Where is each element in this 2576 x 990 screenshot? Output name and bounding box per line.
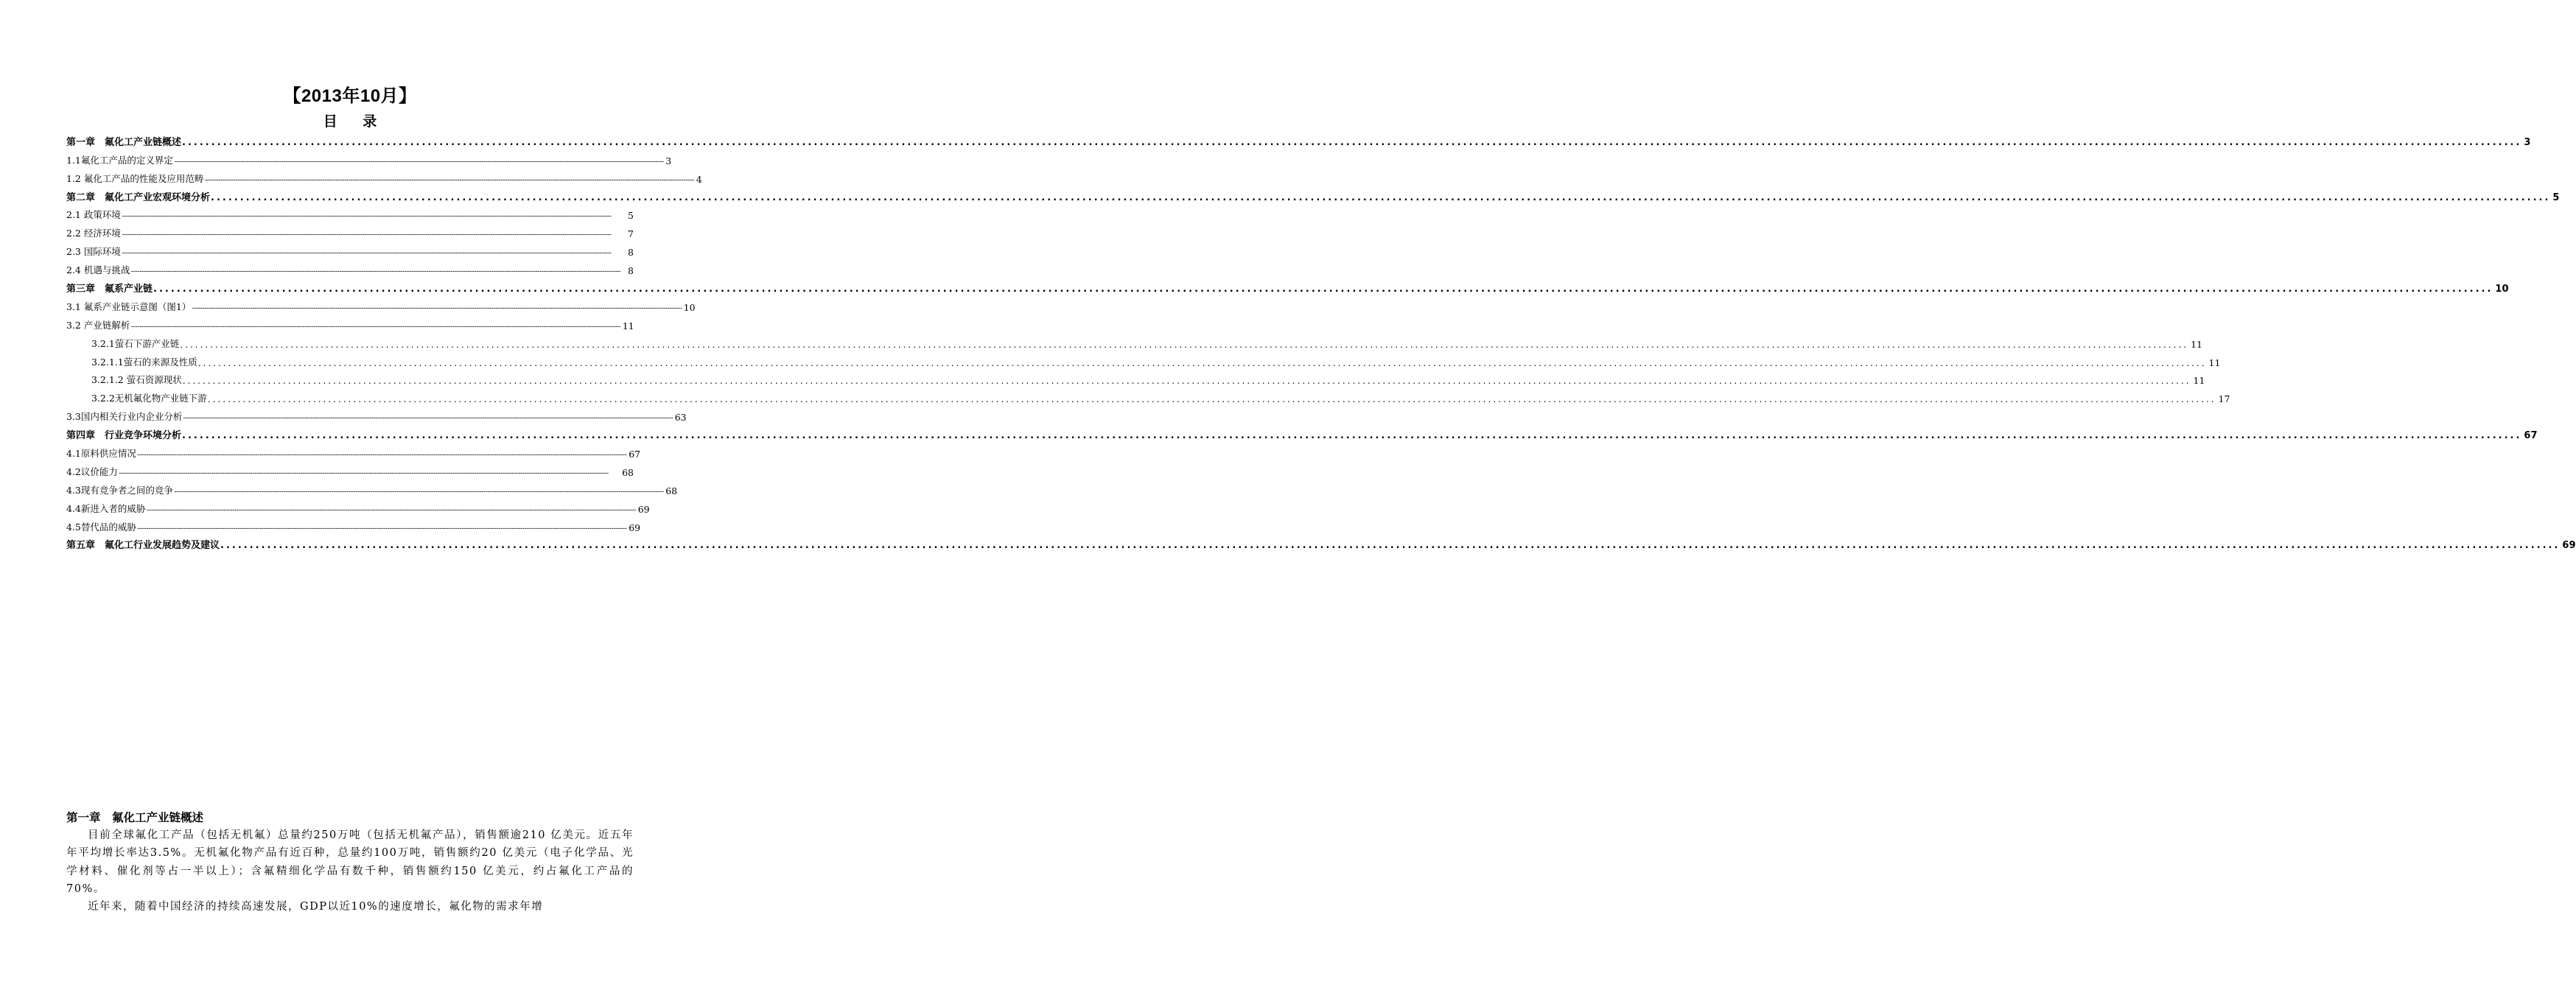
- toc-entry-page: 10: [2495, 284, 2509, 295]
- toc-dot-leader: ................................................................................................................................................................................................................................................................................................................................................................................................................: [211, 192, 2551, 203]
- toc-dot-leader: ................................................................................................................................................................................................................................................................................................................................................................................................................: [182, 136, 2522, 148]
- toc-entry-page: 10: [683, 301, 696, 313]
- date-title: 【2013年10月】: [283, 86, 417, 106]
- toc-entry-page: 7: [628, 228, 634, 240]
- toc-entry-title: 第五章 氟化工行业发展趋势及建议: [66, 540, 220, 552]
- toc-entry-page: 68: [622, 466, 634, 478]
- toc-entry-title: 2.2 经济环境: [66, 228, 121, 239]
- chapter-heading: 第一章 氟化工产业链概述: [66, 811, 204, 824]
- toc-entry-page: 68: [665, 485, 678, 496]
- toc-dot-leader: ................................................................................................................................................................................................................................................................................................................................................................................................................: [136, 450, 627, 458]
- toc-entry-title: 第一章 氟化工产业链概述: [66, 136, 182, 148]
- toc-dot-leader: ................................................................................................................................................................................................................................................................................................................................................................................................................: [121, 248, 612, 256]
- toc-entry-title: 4.5替代品的威胁: [66, 521, 136, 533]
- toc-entry-page: 8: [628, 247, 634, 259]
- toc-entry[interactable]: [66, 185, 2560, 203]
- toc-entry-title: 第四章 行业竞争环境分析: [66, 430, 182, 442]
- toc-entry[interactable]: [66, 350, 2221, 368]
- toc-entry[interactable]: [66, 404, 687, 424]
- toc-entry-page: 11: [622, 320, 634, 331]
- toc-entry-title: 4.3现有竞争者之间的竞争: [66, 484, 173, 496]
- toc-entry-title: 3.2.2无机氟化物产业链下游: [91, 393, 207, 404]
- toc-entry[interactable]: [66, 239, 634, 258]
- toc-dot-leader: ................................................................................................................................................................................................................................................................................................................................................................................................................: [146, 505, 636, 513]
- toc-entry-title: 2.3 国际环境: [66, 246, 121, 258]
- toc-entry-page: 4: [696, 173, 702, 185]
- toc-dot-leader: ................................................................................................................................................................................................................................................................................................................................................................................................................: [173, 486, 664, 494]
- toc-entry-page: 63: [674, 412, 687, 424]
- toc-entry[interactable]: [66, 331, 2202, 350]
- toc-entry[interactable]: [66, 130, 2531, 148]
- toc-entry[interactable]: [66, 258, 634, 276]
- toc-entry-page: 17: [2218, 393, 2230, 405]
- toc-dot-leader: ................................................................................................................................................................................................................................................................................................................................................................................................................: [192, 303, 682, 311]
- toc-entry[interactable]: [66, 295, 696, 313]
- toc-dot-leader: ................................................................................................................................................................................................................................................................................................................................................................................................................: [204, 175, 694, 183]
- paragraph: 近年来，随着中国经济的持续高速发展，GDP以近10%的速度增长，氟化物的需求年增: [88, 901, 544, 913]
- toc-entry-page: 8: [628, 265, 634, 277]
- toc-entry[interactable]: [66, 515, 641, 533]
- toc-dot-leader: ................................................................................................................................................................................................................................................................................................................................................................................................................: [182, 376, 2191, 387]
- toc-dot-leader: ................................................................................................................................................................................................................................................................................................................................................................................................................: [130, 267, 620, 275]
- toc-entry-page: 11: [2191, 338, 2202, 350]
- toc-entry-page: 3: [665, 155, 672, 166]
- toc-entry-page: 11: [2208, 357, 2221, 368]
- toc-entry-title: 4.2议价能力: [66, 466, 118, 477]
- toc-dot-leader: ................................................................................................................................................................................................................................................................................................................................................................................................................: [121, 230, 612, 238]
- body-text: [66, 826, 634, 916]
- toc-entry[interactable]: [66, 478, 678, 496]
- toc-entry-title: 2.1 政策环境: [66, 209, 121, 221]
- toc-entry-page: 67: [2524, 430, 2538, 442]
- toc-entry-title: 第二章 氟化工产业宏观环境分析: [66, 192, 211, 203]
- toc-entry-page: 5: [628, 210, 634, 222]
- toc-dot-leader: ................................................................................................................................................................................................................................................................................................................................................................................................................: [118, 468, 609, 476]
- toc-entry-title: 3.2.1.2 萤石资源现状: [91, 374, 182, 386]
- toc-entry[interactable]: [66, 276, 2509, 295]
- toc-dot-leader: ................................................................................................................................................................................................................................................................................................................................................................................................................: [136, 523, 627, 531]
- toc-entry-page: 69: [637, 503, 650, 515]
- toc-dot-leader: ................................................................................................................................................................................................................................................................................................................................................................................................................: [173, 156, 664, 164]
- toc-dot-leader: ................................................................................................................................................................................................................................................................................................................................................................................................................: [207, 394, 2216, 405]
- toc-entry[interactable]: [66, 203, 634, 222]
- toc-dot-leader: ................................................................................................................................................................................................................................................................................................................................................................................................................: [153, 284, 2493, 295]
- toc-entry[interactable]: [66, 221, 634, 239]
- toc-dot-leader: ................................................................................................................................................................................................................................................................................................................................................................................................................: [182, 430, 2522, 442]
- toc-entry-page: 11: [2193, 375, 2205, 387]
- toc-heading: 目 录: [323, 113, 388, 130]
- table-of-contents: [66, 130, 2576, 552]
- toc-dot-leader: ................................................................................................................................................................................................................................................................................................................................................................................................................: [130, 321, 620, 329]
- toc-dot-leader: ................................................................................................................................................................................................................................................................................................................................................................................................................: [121, 211, 612, 220]
- toc-entry[interactable]: [66, 368, 2205, 387]
- toc-entry[interactable]: [66, 148, 672, 166]
- toc-dot-leader: ................................................................................................................................................................................................................................................................................................................................................................................................................: [180, 339, 2189, 350]
- toc-entry-title: 3.2.1.1萤石的来源及性质: [91, 356, 197, 368]
- toc-dot-leader: ................................................................................................................................................................................................................................................................................................................................................................................................................: [220, 540, 2561, 552]
- toc-entry[interactable]: [66, 166, 702, 185]
- toc-entry[interactable]: [66, 423, 2538, 442]
- toc-entry-title: 3.3国内相关行业内企业分析: [66, 411, 183, 423]
- toc-entry-title: 4.1原料供应情况: [66, 448, 136, 460]
- toc-entry[interactable]: [66, 386, 2230, 405]
- toc-entry-title: 3.2 产业链解析: [66, 319, 130, 331]
- toc-entry-page: 3: [2524, 136, 2531, 148]
- toc-entry[interactable]: [66, 496, 650, 515]
- toc-entry-page: 5: [2552, 192, 2560, 203]
- toc-entry-page: 67: [629, 449, 641, 460]
- toc-entry-title: 1.1氟化工产品的定义界定: [66, 154, 173, 166]
- toc-entry-page: 69: [629, 522, 641, 533]
- toc-dot-leader: ................................................................................................................................................................................................................................................................................................................................................................................................................: [197, 357, 2207, 368]
- toc-entry-title: 3.1 氟系产业链示意图（图1）: [66, 301, 192, 312]
- toc-entry[interactable]: [66, 533, 2576, 552]
- toc-entry[interactable]: [66, 441, 641, 460]
- toc-entry-title: 2.4 机遇与挑战: [66, 264, 130, 276]
- toc-entry[interactable]: [66, 460, 634, 478]
- toc-entry[interactable]: [66, 313, 634, 331]
- toc-entry-title: 1.2 氟化工产品的性能及应用范畴: [66, 172, 204, 184]
- toc-entry-title: 第三章 氟系产业链: [66, 284, 153, 295]
- toc-entry-page: 69: [2562, 540, 2576, 552]
- paragraph: 目前全球氟化工产品（包括无机氟）总量约250万吨（包括无机氟产品），销售额逾210 亿美元。近五年年平均增长率达3.5%。无机氟化物产品有近百种，总量约100万吨，销售额约20 亿美元（电子化学品、光学材料、催化剂等占一半以上）；含氟精细化学品有数千种，销售额约150 亿美元，约占氟化工产品的70%。: [66, 829, 634, 895]
- toc-dot-leader: ................................................................................................................................................................................................................................................................................................................................................................................................................: [183, 413, 673, 421]
- toc-entry-title: 3.2.1萤石下游产业链: [91, 337, 180, 349]
- toc-entry-title: 4.4新进入者的威胁: [66, 502, 146, 514]
